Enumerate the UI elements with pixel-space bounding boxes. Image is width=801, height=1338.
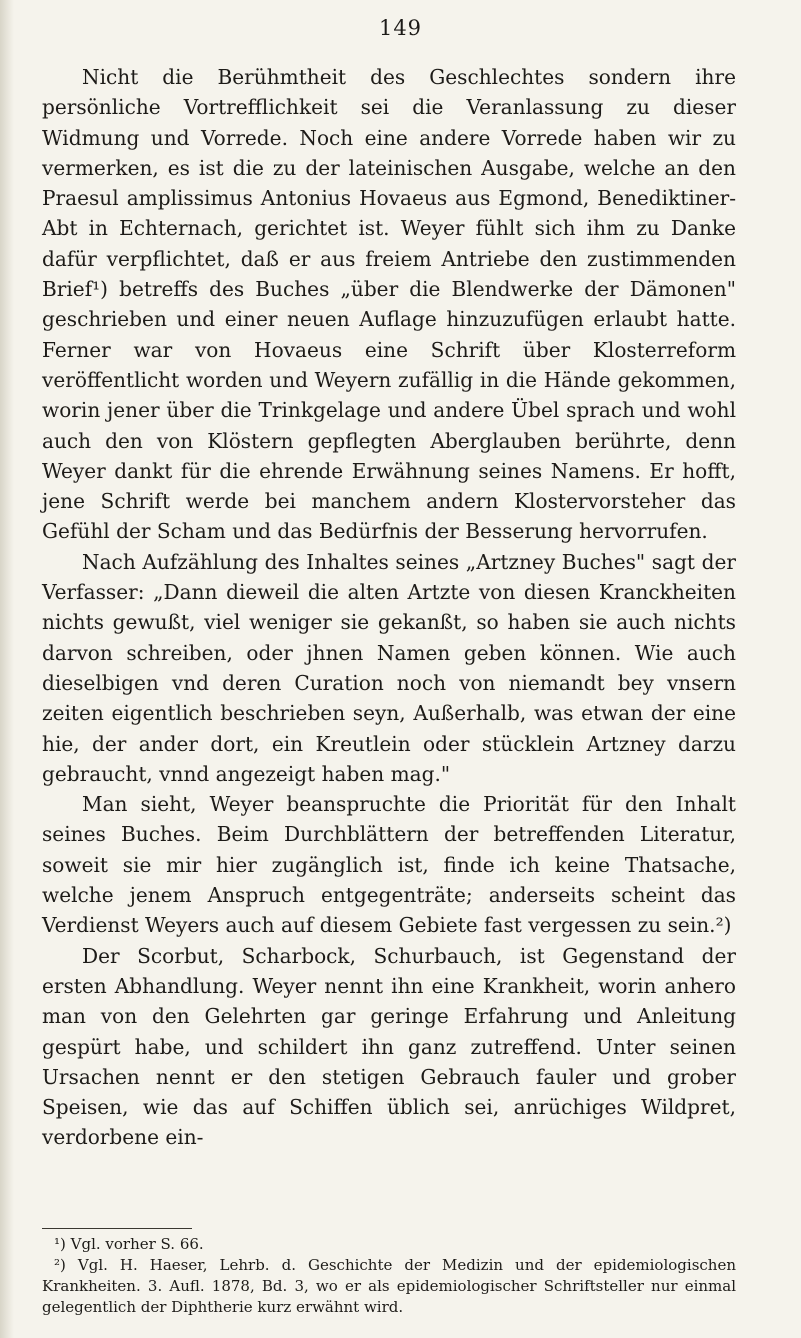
footnote-1: ¹) Vgl. vorher S. 66. bbox=[54, 1235, 204, 1253]
paragraph-3: Man sieht, Weyer beanspruchte die Priorität für den Inhalt seines Buches. Beim Durchblättern der betreffenden Literatur, soweit sie mir hier zugänglich ist, finde ich keine Thatsache, welche jenem Anspruch entgegenträte; anderseits scheint das Verdienst Weyers auch auf diesem Gebiete fast vergessen zu sein.²) bbox=[42, 792, 736, 938]
footnotes bbox=[42, 1234, 736, 1318]
footnote-divider bbox=[42, 1228, 192, 1229]
page-gutter-shadow bbox=[0, 0, 14, 1338]
body-text bbox=[42, 62, 736, 1153]
paragraph-4: Der Scorbut, Scharbock, Schurbauch, ist Gegenstand der ersten Abhandlung. Weyer nennt ihn eine Krankheit, worin anhero man von den Gelehrten gar geringe Erfahrung und Anleitung gespürt habe, und schildert ihn ganz zutreffend. Unter seinen Ursachen nennt er den stetigen Gebrauch fauler und grober Speisen, wie das auf Schiffen üblich sei, anrüchiges Wildpret, verdorbene ein- bbox=[42, 943, 736, 1150]
paragraph-1: Nicht die Berühmtheit des Geschlechtes sondern ihre persönliche Vortrefflichkeit sei die Veranlassung zu dieser Widmung und Vorrede. Noch eine andere Vorrede haben wir zu vermerken, es ist die zu der lateinischen Ausgabe, welche an den Praesul amplissimus Antonius Hovaeus aus Egmond, Benediktiner-Abt in Echternach, gerichtet ist. Weyer fühlt sich ihm zu Danke dafür verpflichtet, daß er aus freiem Antriebe den zustimmenden Brief¹) betreffs des Buches „über die Blendwerke der Dämonen" geschrieben und einer neuen Auflage hinzuzufügen erlaubt hatte. Ferner war von Hovaeus eine Schrift über Klosterreform veröffentlicht worden und Weyern zufällig in die Hände gekommen, worin jener über die Trinkgelage und andere Übel sprach und wohl auch den von Klöstern gepflegten Aberglauben berührte, denn Weyer dankt für die ehrende Erwähnung seines Namens. Er hofft, jene Schrift werde bei manchem andern Klostervorsteher das Gefühl der Scham und das Bedürfnis der Besserung hervorrufen. bbox=[42, 65, 736, 544]
footnote-2: ²) Vgl. H. Haeser, Lehrb. d. Geschichte der Medizin und der epidemiologischen Krankheiten. 3. Aufl. 1878, Bd. 3, wo er als epidemiologischer Schriftsteller nur einmal gelegentlich der Diphtherie kurz erwähnt wird. bbox=[42, 1256, 736, 1316]
page-number: 149 bbox=[378, 16, 423, 40]
paragraph-2: Nach Aufzählung des Inhaltes seines „Artzney Buches" sagt der Verfasser: „Dann dieweil die alten Artzte von diesen Kranckheiten nichts gewußt, viel weniger sie gekanßt, so haben sie auch nichts darvon schreiben, oder jhnen Namen geben können. Wie auch dieselbigen vnd deren Curation noch von niemandt bey vnsern zeiten eigentlich beschrieben seyn, Außerhalb, was etwan der eine hie, der ander dort, ein Kreutlein oder stücklein Artzney darzu gebraucht, vnnd angezeigt haben mag." bbox=[42, 549, 736, 786]
